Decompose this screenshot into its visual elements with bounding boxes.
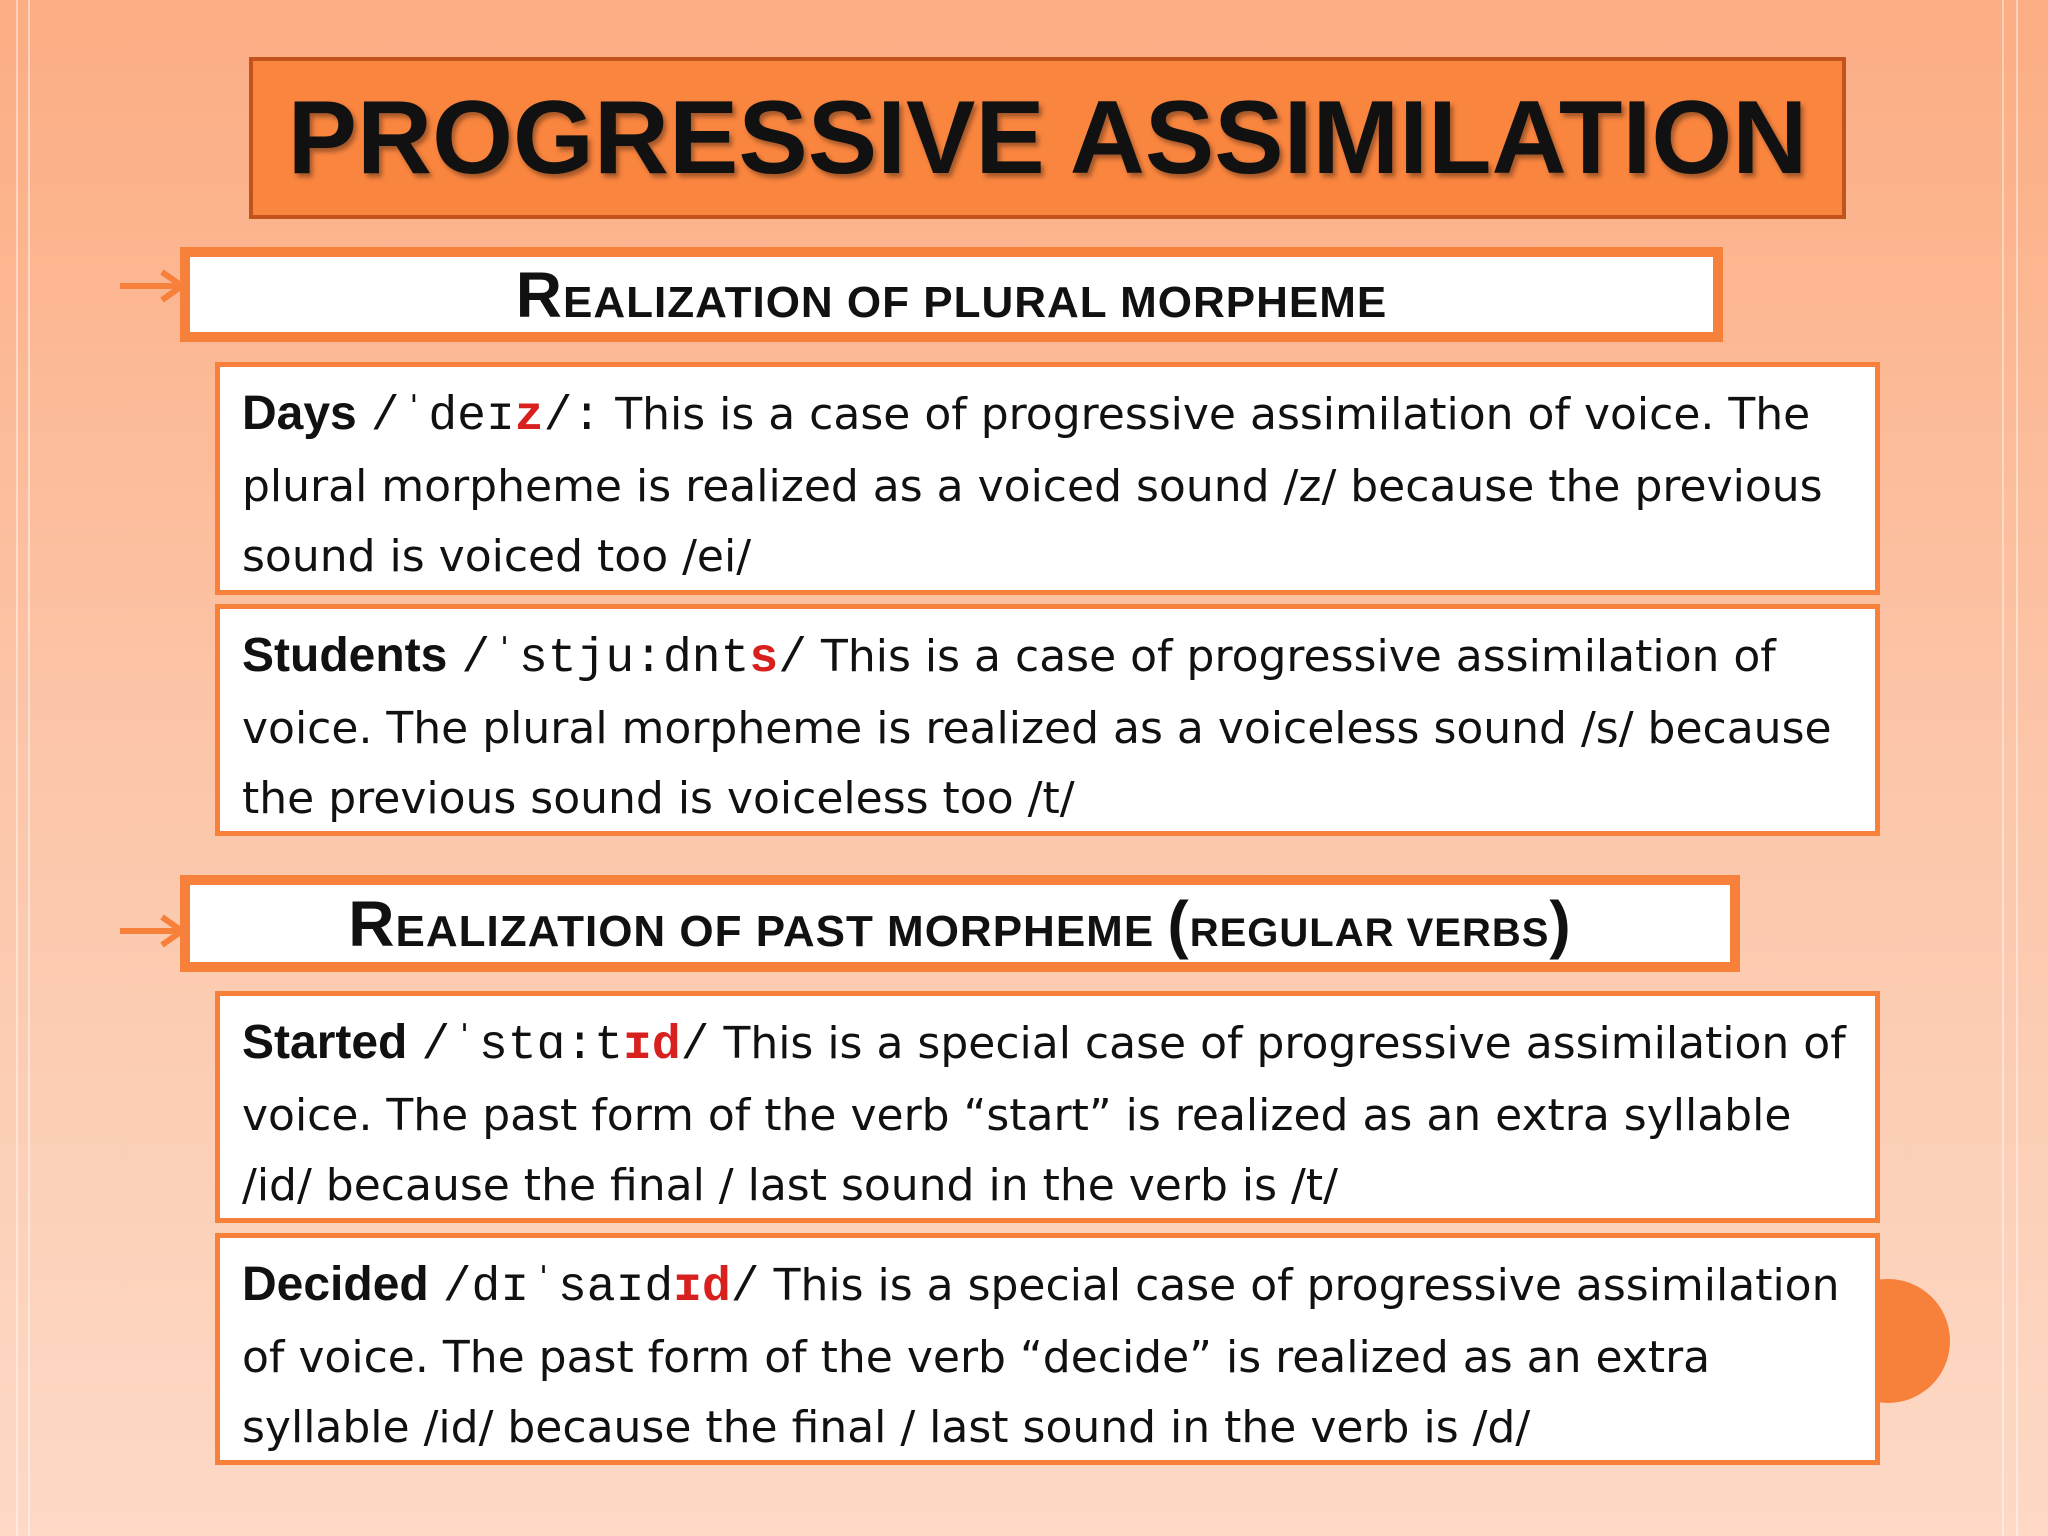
example-card-days (215, 362, 1880, 595)
explanation-text: This is a special case of progressive assimilation of voice. The past form of the verb “start” is realized as an extra syllable /id/ because the final / last sound in the verb is /t/ (242, 1018, 1846, 1211)
example-term: Decided (242, 1258, 429, 1311)
card-body (242, 621, 1865, 834)
example-card-started (215, 991, 1880, 1223)
title-banner (249, 57, 1846, 219)
ipa-transcription: /ˈstɑ:tɪd/ (421, 1019, 710, 1073)
section-header-text: REALIZATION OF PLURAL MORPHEME (515, 258, 1388, 331)
slide-title: PROGRESSIVE ASSIMILATION (287, 79, 1808, 196)
background-stripe (2016, 0, 2018, 1536)
section-header-past (180, 875, 1740, 972)
example-card-students (215, 604, 1880, 836)
explanation-text: This is a case of progressive assimilation of voice. The plural morpheme is realized as a voiced sound /z/ because the previous sound is voiced too /ei/ (242, 389, 1823, 582)
section-header-plural (180, 247, 1723, 342)
card-body (242, 1250, 1865, 1463)
explanation-text: This is a special case of progressive assimilation of voice. The past form of the verb “decide” is realized as an extra syllable /id/ because the final / last sound in the verb is /d/ (242, 1260, 1840, 1453)
example-term: Students (242, 629, 448, 682)
ipa-transcription: /ˈstju:dnts/ (461, 632, 808, 686)
explanation-text: This is a case of progressive assimilation of voice. The plural morpheme is realized as a voiceless sound /s/ because the previous sound is voiceless too /t/ (242, 631, 1832, 824)
ipa-transcription: /ˈdeɪz/: (370, 390, 602, 444)
example-term: Started (242, 1016, 408, 1069)
example-term: Days (242, 387, 357, 440)
example-card-decided (215, 1233, 1880, 1465)
background-stripe (16, 0, 18, 1536)
card-body (242, 379, 1865, 592)
ipa-transcription: /dɪˈsaɪdɪd/ (442, 1261, 760, 1315)
section-header-text: REALIZATION OF PAST MORPHEME (REGULAR VERBS) (348, 887, 1572, 960)
background-stripe (2002, 0, 2004, 1536)
background-stripe (28, 0, 30, 1536)
card-body (242, 1008, 1865, 1221)
